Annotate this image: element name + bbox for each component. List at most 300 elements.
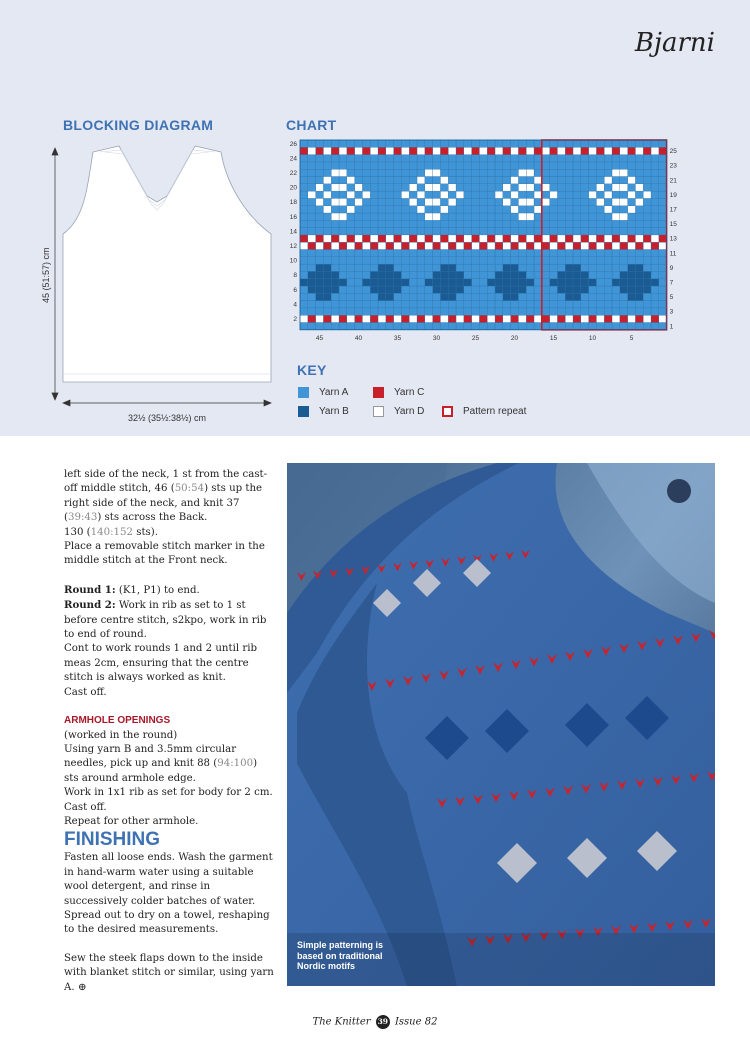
chart-cell [355,235,363,242]
chart-cell [401,155,409,162]
chart-cell [355,293,363,300]
chart-cell [495,315,503,322]
chart-cell [456,198,464,205]
armhole-heading: ARMHOLE OPENINGS [64,715,171,727]
chart-cell [511,250,519,257]
chart-cell [378,198,386,205]
chart-cell [565,198,573,205]
chart-cell [573,315,581,322]
chart-cell [456,271,464,278]
chart-cell [518,286,526,293]
chart-cell [425,323,433,330]
chart-cell [565,228,573,235]
chart-cell [323,301,331,308]
chart-cell [464,242,472,249]
chart-cell [386,323,394,330]
chart-cell [464,235,472,242]
chart-cell [347,147,355,154]
chart-cell [417,162,425,169]
chart-cell [378,323,386,330]
chart-cell [542,293,550,300]
chart-cell [300,293,308,300]
chart-cell [596,162,604,169]
chart-cell [425,279,433,286]
chart-cell [503,242,511,249]
chart-cell [596,315,604,322]
chart-cell [448,308,456,315]
chart-cell [518,220,526,227]
chart-cell [565,293,573,300]
chart-cell [323,271,331,278]
chart-cell [620,191,628,198]
chart-cell [550,301,558,308]
chart-cell [518,140,526,147]
chart-cell [604,293,612,300]
chart-cell [518,257,526,264]
chart-cell [378,220,386,227]
chart-cell [659,206,667,213]
chart-cell [620,308,628,315]
chart-cell [339,250,347,257]
chart-cell [581,228,589,235]
width-arrow [63,400,271,406]
chart-cell [635,191,643,198]
chart-cell [308,242,316,249]
chart-cell [495,155,503,162]
chart-cell [635,271,643,278]
chart-cell [526,191,534,198]
chart-cell [612,293,620,300]
chart-cell [355,220,363,227]
chart-cell [511,228,519,235]
chart-cell [620,257,628,264]
chart-cell [386,162,394,169]
chart-row-label: 16 [289,213,297,221]
chart-col-label: 10 [588,334,597,342]
chart-cell [339,198,347,205]
chart-cell [643,147,651,154]
chart-cell [635,198,643,205]
chart-cell [651,250,659,257]
chart-col-label: 35 [393,334,402,342]
chart-cell [604,301,612,308]
chart-cell [487,257,495,264]
chart-cell [440,264,448,271]
continue-text: Cont to work rounds 1 and 2 until rib meas 2cm, ensuring that the centre stitch is always worked as knit. [64,643,257,684]
chart-cell [362,206,370,213]
chart-cell [503,228,511,235]
chart-cell [604,271,612,278]
chart-cell [386,242,394,249]
chart-cell [347,220,355,227]
chart-cell [339,286,347,293]
chart-cell [581,323,589,330]
chart-cell [308,271,316,278]
chart-cell [628,155,636,162]
chart-cell [472,323,480,330]
chart-cell [557,242,565,249]
chart-cell [440,257,448,264]
chart-cell [557,155,565,162]
chart-cell [503,286,511,293]
chart-cell [456,242,464,249]
chart-cell [628,198,636,205]
chart-cell [511,286,519,293]
chart-cell [628,213,636,220]
chart-cell [620,228,628,235]
chart-cell [378,140,386,147]
chart-cell [511,184,519,191]
chart-cell [620,220,628,227]
chart-cell [409,315,417,322]
chart-cell [596,308,604,315]
chart-cell [651,293,659,300]
chart-cell [628,177,636,184]
chart-cell [300,184,308,191]
chart-cell [643,308,651,315]
chart-cell [557,228,565,235]
chart-cell [596,301,604,308]
chart-cell [464,271,472,278]
chart-cell [643,140,651,147]
chart-cell [409,308,417,315]
chart-cell [362,264,370,271]
chart-cell [386,250,394,257]
cast-off-text: Cast off. [64,686,107,698]
chart-cell [557,315,565,322]
chart-cell [339,242,347,249]
chart-cell [596,220,604,227]
chart-cell [573,162,581,169]
chart-cell [472,286,480,293]
chart-cell [316,293,324,300]
chart-cell [596,191,604,198]
chart-cell [589,315,597,322]
chart-cell [487,315,495,322]
chart-cell [378,191,386,198]
chart-cell [604,177,612,184]
chart-cell [378,264,386,271]
chart-cell [417,213,425,220]
chart-cell [557,279,565,286]
chart-cell [542,220,550,227]
chart-cell [542,140,550,147]
chart-cell [643,191,651,198]
chart-cell [604,147,612,154]
chart-cell [596,279,604,286]
chart-cell [628,264,636,271]
chart-cell [495,191,503,198]
chart-cell [589,198,597,205]
chart-cell [511,308,519,315]
chart-cell [331,220,339,227]
chart-cell [362,293,370,300]
chart-cell [448,184,456,191]
chart-cell [573,242,581,249]
chart-cell [589,250,597,257]
chart-cell [565,323,573,330]
chart-cell [534,177,542,184]
chart-cell [370,308,378,315]
chart-cell [495,257,503,264]
chart-cell [511,213,519,220]
chart-cell [331,140,339,147]
chart-cell [355,206,363,213]
chart-cell [534,162,542,169]
chart-cell [635,177,643,184]
chart-cell [464,169,472,176]
chart-cell [487,301,495,308]
chart-cell [526,257,534,264]
chart-cell [495,213,503,220]
chart-cell [628,315,636,322]
chart-cell [628,235,636,242]
chart-cell [479,198,487,205]
chart-cell [362,147,370,154]
chart-cell [479,184,487,191]
chart-cell [308,155,316,162]
chart-cell [573,169,581,176]
chart-cell [557,308,565,315]
chart-cell [433,155,441,162]
chart-cell [581,213,589,220]
chart-cell [440,293,448,300]
chart-cell [659,220,667,227]
chart-cell [433,271,441,278]
chart-cell [495,250,503,257]
chart-cell [355,162,363,169]
chart-cell [316,264,324,271]
chart-row-label: 6 [293,286,297,294]
chart-cell [464,147,472,154]
chart-cell [542,155,550,162]
chart-cell [456,177,464,184]
chart-cell [604,308,612,315]
chart-cell [487,220,495,227]
chart-cell [596,184,604,191]
key-item-pattern-repeat: Pattern repeat [442,406,526,420]
chart-cell [308,308,316,315]
chart-cell [557,264,565,271]
chart-cell [456,169,464,176]
chart-cell [401,169,409,176]
chart-cell [604,198,612,205]
chart-cell [495,184,503,191]
chart-cell [612,315,620,322]
chart-cell [355,198,363,205]
chart-cell [440,147,448,154]
chart-cell [409,198,417,205]
chart-cell [308,279,316,286]
chart-cell [550,242,558,249]
chart-cell [495,293,503,300]
chart-cell [573,250,581,257]
chart-cell [362,315,370,322]
chart-cell [526,213,534,220]
chart-cell [511,293,519,300]
chart-cell [440,308,448,315]
chart-cell [339,279,347,286]
chart-cell [456,213,464,220]
chart-cell [339,235,347,242]
chart-cell [581,250,589,257]
instructions-column [64,468,274,995]
chart-cell [518,264,526,271]
chart-cell [425,162,433,169]
chart-cell [433,213,441,220]
chart-cell [628,184,636,191]
chart-cell [479,279,487,286]
chart-cell [347,308,355,315]
chart-cell [495,228,503,235]
chart-cell [401,235,409,242]
chart-cell [323,286,331,293]
chart-cell [565,235,573,242]
neck-pickup-text: left side of the neck, 1 st from the cast-off middle stitch, 46 (50:54) sts up the right side of the neck, and knit 37 (39:43) sts across the Back. [64,469,268,524]
chart-cell [635,279,643,286]
chart-cell [370,242,378,249]
chart-cell [347,155,355,162]
chart-cell [355,308,363,315]
chart-cell [401,228,409,235]
chart-cell [339,213,347,220]
chart-cell [300,271,308,278]
chart-cell [550,235,558,242]
chart-cell [433,140,441,147]
chart-cell [440,323,448,330]
chart-cell [534,220,542,227]
chart-cell [425,198,433,205]
chart-cell [401,213,409,220]
chart-cell [417,308,425,315]
chart-cell [362,169,370,176]
chart-cell [573,220,581,227]
chart-cell [472,308,480,315]
chart-cell [409,228,417,235]
chart-cell [409,177,417,184]
chart-cell [394,184,402,191]
chart-cell [308,257,316,264]
chart-cell [472,301,480,308]
chart-cell [659,271,667,278]
chart-cell [355,250,363,257]
chart-cell [378,147,386,154]
yarn-b-swatch [298,406,309,417]
chart-cell [628,191,636,198]
chart-cell [526,235,534,242]
chart-cell [401,250,409,257]
chart-cell [464,177,472,184]
chart-cell [347,315,355,322]
chart-cell [433,323,441,330]
chart-cell [526,250,534,257]
chart-cell [316,271,324,278]
chart-cell [565,140,573,147]
chart-cell [440,235,448,242]
chart-cell [456,264,464,271]
chart-cell [503,271,511,278]
chart-cell [573,155,581,162]
chart-cell [550,323,558,330]
chart-cell [659,293,667,300]
chart-cell [589,242,597,249]
chart-cell [643,235,651,242]
chart-cell [370,206,378,213]
chart-cell [557,140,565,147]
chart-cell [370,315,378,322]
chart-cell [394,242,402,249]
chart-cell [542,206,550,213]
chart-cell [316,140,324,147]
chart-col-label: 45 [315,334,324,342]
chart-cell [409,162,417,169]
chart-cell [612,279,620,286]
chart-cell [425,264,433,271]
chart-cell [495,206,503,213]
chart-cell [487,184,495,191]
shirt-button [667,479,691,503]
chart-cell [651,271,659,278]
chart-cell [612,308,620,315]
chart-cell [518,242,526,249]
round-1: Round 1: (K1, P1) to end. [64,583,200,596]
chart-cell [487,140,495,147]
chart-cell [518,308,526,315]
chart-cell [565,206,573,213]
chart-cell [628,271,636,278]
chart-cell [518,250,526,257]
chart-cell [425,155,433,162]
steek-text: Sew the steek flaps down to the inside with blanket stitch or similar, using yarn A. ⊕ [64,952,274,993]
chart-cell [316,191,324,198]
chart-cell [448,169,456,176]
chart-cell [581,242,589,249]
chart-cell [604,323,612,330]
chart-cell [518,271,526,278]
chart-cell [409,250,417,257]
chart-cell [300,140,308,147]
chart-cell [557,162,565,169]
chart-cell [331,235,339,242]
chart-cell [370,155,378,162]
chart-cell [440,242,448,249]
chart-cell [401,184,409,191]
chart-cell [456,155,464,162]
chart-cell [300,169,308,176]
chart-cell [355,177,363,184]
chart-cell [300,213,308,220]
chart-cell [542,162,550,169]
chart-cell [386,301,394,308]
chart-cell [573,301,581,308]
chart-cell [526,301,534,308]
chart-cell [370,257,378,264]
chart-cell [526,264,534,271]
chart-cell [620,198,628,205]
chart-cell [573,184,581,191]
chart-cell [620,301,628,308]
chart-cell [596,140,604,147]
chart-cell [596,264,604,271]
chart-cell [409,293,417,300]
chart-cell [386,140,394,147]
chart-cell [362,140,370,147]
chart-row-label: 1 [669,323,674,331]
chart-cell [511,235,519,242]
chart-cell [643,315,651,322]
chart-cell [448,220,456,227]
chart-cell [386,257,394,264]
